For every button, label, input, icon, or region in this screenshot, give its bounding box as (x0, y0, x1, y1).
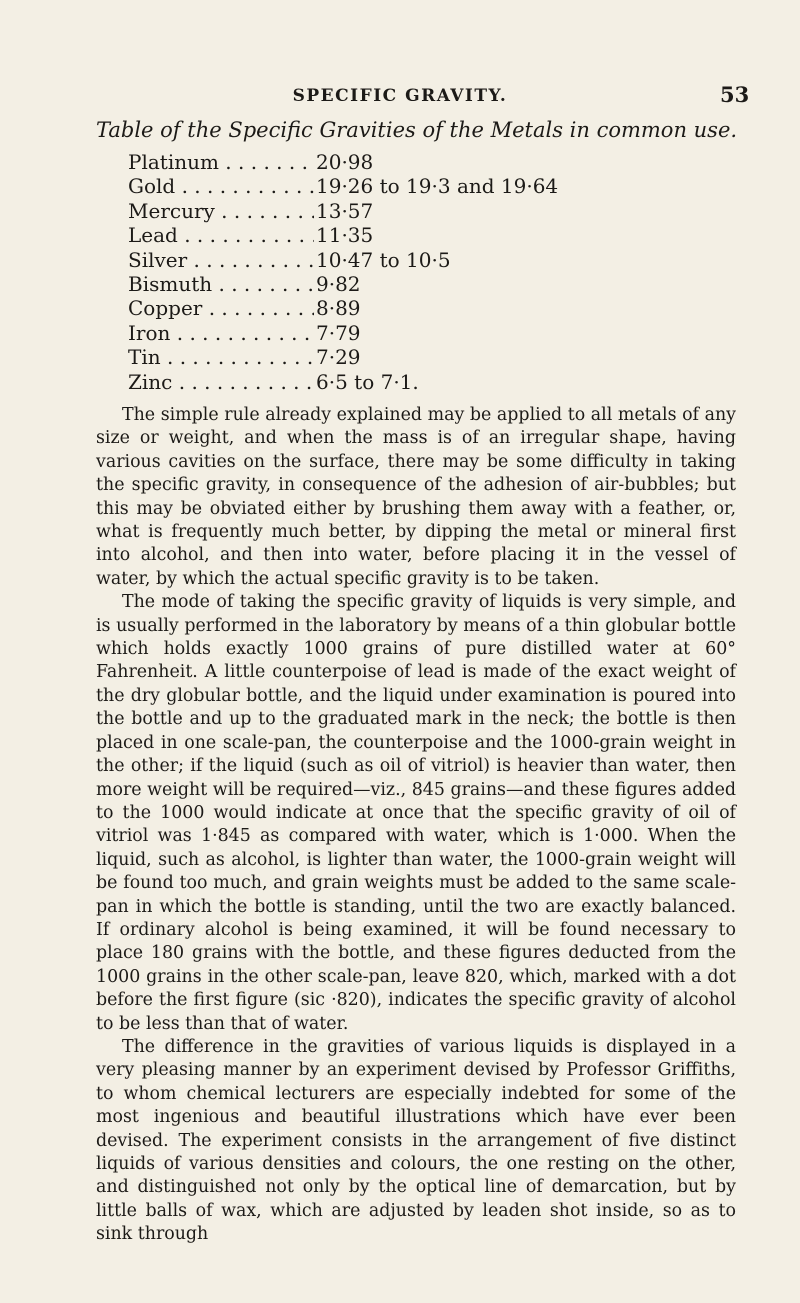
gravity-value: 9·82 (316, 271, 361, 296)
metal-name: Iron . . . (128, 321, 314, 345)
gravity-value: 7·29 (316, 345, 361, 370)
metal-name: Copper . . . (128, 296, 314, 320)
gravity-value: 11·35 (316, 223, 374, 248)
table-caption: Table of the Specific Gravities of the Metals in common use. (96, 118, 738, 142)
metal-name: Silver . . . (128, 248, 314, 272)
metal-name: Bismuth . . . (128, 272, 314, 296)
metal-name: Zinc . . . (128, 370, 314, 394)
paragraph: The mode of taking the specific gravity of liquids is very simple, and is usually performed in the laboratory by means of a thin globular bottle which holds exactly 1000 grains of pure distilled water at 60° Fahrenheit. A little counterpoise of lead is made of the exact weight of the dry globular bottle, and the liquid under examination is poured into the bottle and up to the graduated mark in the neck; the bottle is then placed in one scale-pan, the counterpoise and the 1000-grain weight in the other; if the liquid (such as oil of vitriol) is heavier than water, then more weight will be required—viz., 845 grains—and these figures added to the 1000 would indicate at once that the specific gravity of oil of vitriol was 1·845 as compared with water, which is 1·000. When the liquid, such as alcohol, is lighter than water, the 1000-grain weight will be found too much, and grain weights must be added to the same scale-pan in which the bottle is standing, until the two are exactly balanced. If ordinary alcohol is being examined, it will be found necessary to place 180 grains with the bottle, and these figures deducted from the 1000 grains in the other scale-pan, leave 820, which, marked with a dot before the first figure (sic ·820), indicates the specific gravity of alcohol to be less than that of water. (96, 592, 736, 1034)
gravity-value: 7·79 (316, 320, 361, 345)
metal-name: Tin . . . (128, 345, 314, 369)
paragraph: The simple rule already explained may be applied to all metals of any size or weight, and when the mass is of an irregular shape, having various cavities on the surface, there may be some difficulty in taking the specific gravity, in consequence of the adhesion of air-bubbles; but this may be obviated either by brushing them away with a feather, or, what is frequently much better, by dipping the metal or mineral first into alcohol, and then into water, before placing it in the vessel of water, by which the actual specific gravity is to be taken. (96, 405, 736, 589)
running-header: SPECIFIC GRAVITY. (292, 86, 508, 106)
gravity-value: 13·57 (316, 198, 374, 223)
gravity-value: 19·26 to 19·3 and 19·64 (316, 174, 559, 199)
metal-name: Platinum . . . (128, 150, 314, 174)
gravity-value: 6·5 to 7·1. (316, 369, 419, 394)
metal-name: Lead . . . (128, 223, 314, 247)
body-text (96, 404, 736, 1247)
page-number: 53 (720, 82, 750, 107)
paragraph: The difference in the gravities of various liquids is displayed in a very pleasing manner by an experiment devised by Professor Griffiths, to whom chemical lecturers are especially indebted for some of the most ingenious and beautiful illustrations which have ever been devised. The experiment consists in the arrangement of five distinct liquids of various densities and colours, the one resting on the other, and distinguished not only by the optical line of demarcation, but by little balls of wax, which are adjusted by leaden shot inside, so as to sink through (96, 1036, 736, 1245)
metal-name: Gold . . . (128, 174, 314, 198)
gravity-value: 8·89 (316, 296, 361, 321)
gravity-value: 20·98 (316, 150, 374, 174)
gravity-value: 10·47 to 10·5 (316, 247, 451, 272)
metal-name: Mercury . . . (128, 199, 314, 223)
